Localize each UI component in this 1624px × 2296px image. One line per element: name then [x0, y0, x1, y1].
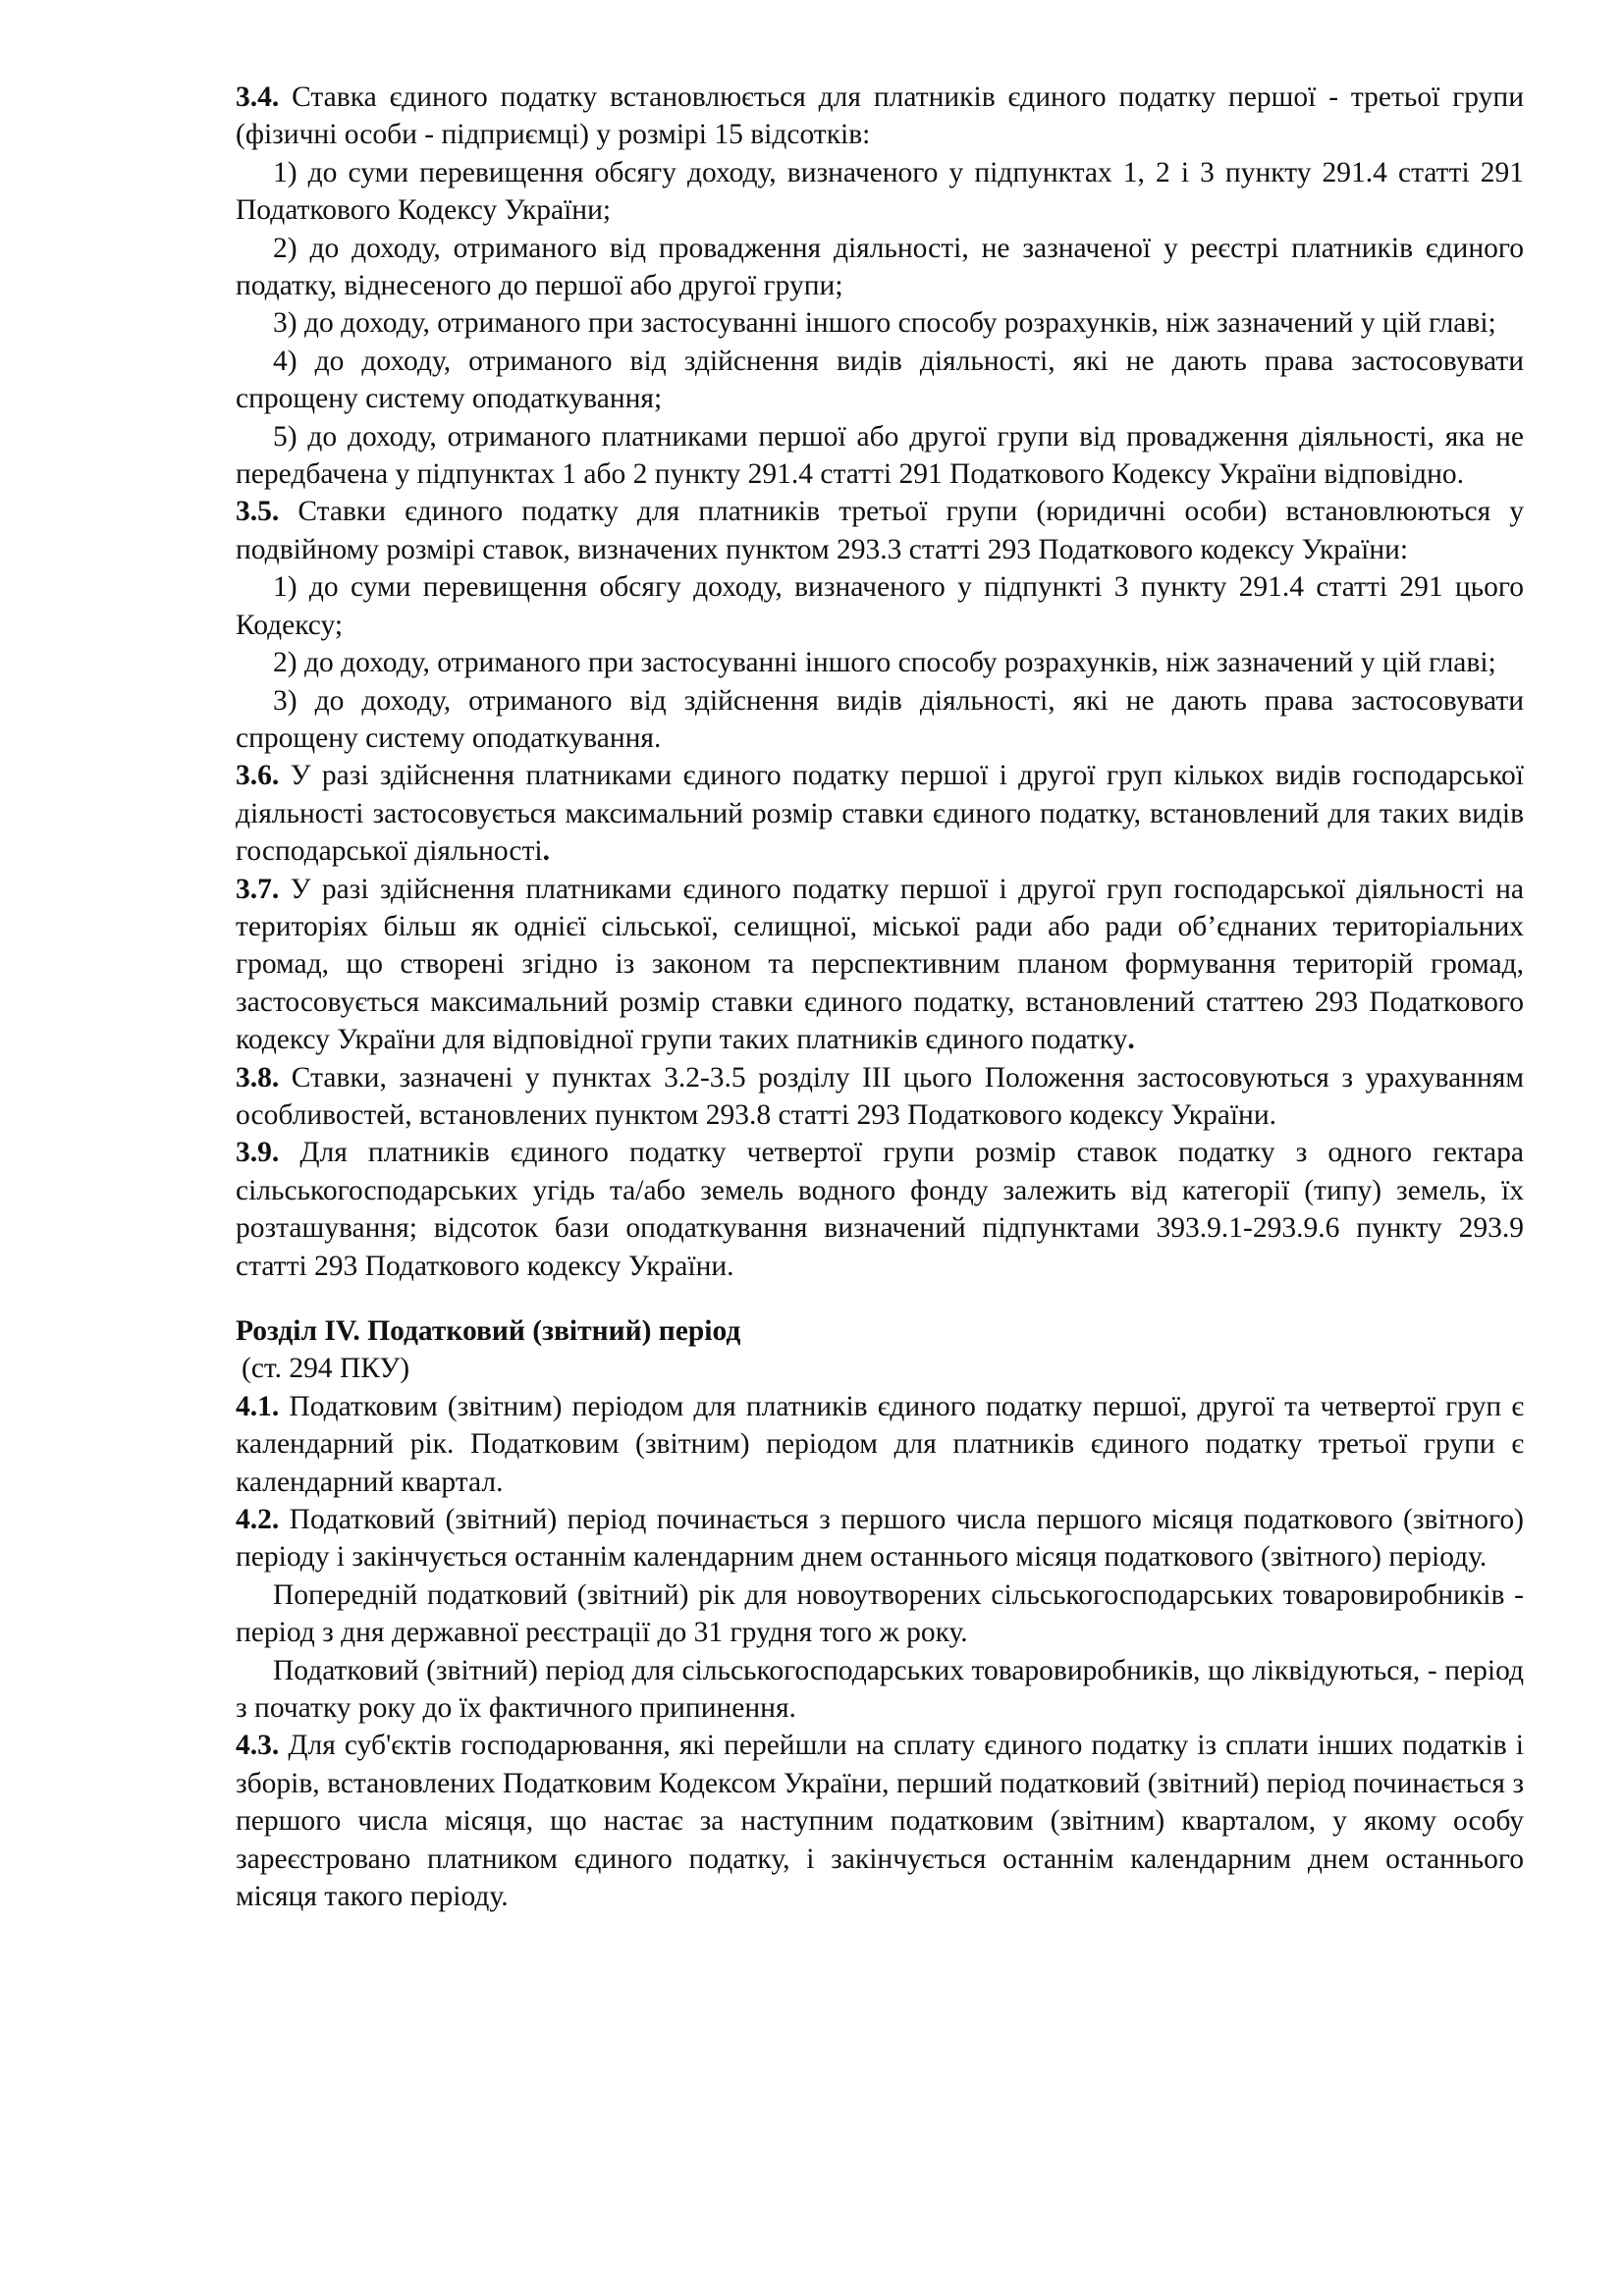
section-spacer — [236, 1285, 1524, 1312]
clause-text: У разі здійснення платниками єдиного податку першої і другої груп господарської діяльності на територіях більш як однієї сільської, селищної, міської ради або ради об’єднаних територіальних громад, що створені згідно із законом та перспективним планом формування територій громад, застосовується максимальний розмір ставки єдиного податку, встановлений статтею 293 Податкового кодексу України для відповідної групи таких платників єдиного податку — [236, 873, 1524, 1056]
clause-number: 3.6. — [236, 760, 280, 792]
clause-text: Ставка єдиного податку встановлюється для платників єдиного податку першої - третьої групи (фізичні особи - підприємці) у розмірі 15 відсотків: — [236, 81, 1524, 151]
list-item: 5) до доходу, отриманого платниками першої або другої групи від провадження діяльності, яка не передбачена у підпунктах 1 або 2 пункту 291.4 статті 291 Податкового Кодексу України відповідно. — [236, 420, 1524, 491]
paragraph-3-5 — [236, 493, 1524, 568]
paragraph-3-9 — [236, 1134, 1524, 1285]
clause-text: Податковий (звітний) період починається з першого числа першого місяця податкового (звітного) періоду і закінчується останнім календарним днем останнього місяця податкового (звітного) періоду. — [236, 1504, 1524, 1574]
paragraph-continuation: Податковий (звітний) період для сільськогосподарських товаровиробників, що ліквідуються, - період з початку року до їх фактичного припинення. — [236, 1654, 1524, 1725]
document-page — [236, 79, 1524, 1916]
list-item: 3) до доходу, отриманого від здійснення видів діяльності, які не дають права застосовувати спрощену систему оподаткування. — [236, 684, 1524, 754]
clause-number: 3.9. — [236, 1137, 280, 1169]
clause-number: 4.3. — [236, 1730, 280, 1762]
section-subheading: (ст. 294 ПКУ) — [242, 1353, 410, 1385]
list-item: 2) до доходу, отриманого при застосуванні іншого способу розрахунків, ніж зазначений у цій главі; — [273, 647, 1496, 679]
paragraph-4-1 — [236, 1388, 1524, 1501]
paragraph-3-7 — [236, 871, 1524, 1059]
paragraph-3-6 — [236, 757, 1524, 870]
paragraph-3-4 — [236, 79, 1524, 154]
clause-number: 3.7. — [236, 873, 280, 905]
paragraph-4-3 — [236, 1727, 1524, 1915]
paragraph-4-2 — [236, 1501, 1524, 1576]
clause-text: У разі здійснення платниками єдиного податку першої і другої груп кількох видів господарської діяльності застосовується максимальний розмір ставки єдиного податку, встановлений для таких видів господарської діяльності — [236, 760, 1524, 868]
clause-number: 3.4. — [236, 81, 280, 113]
list-item: 1) до суми перевищення обсягу доходу, визначеного у підпункті 3 пункту 291.4 статті 291 цього Кодексу; — [236, 571, 1524, 641]
list-item: 3) до доходу, отриманого при застосуванні іншого способу розрахунків, ніж зазначений у цій главі; — [273, 307, 1496, 340]
clause-text: Для платників єдиного податку четвертої групи розмір ставок податку з одного гектара сільськогосподарських угідь та/або земель водного фонду залежить від категорії (типу) земель, їх розташування; відсоток бази оподаткування визначений підпунктами 393.9.1-293.9.6 пункту 293.9 статті 293 Податкового кодексу України. — [236, 1137, 1524, 1282]
paragraph-3-8 — [236, 1059, 1524, 1135]
clause-number: 4.1. — [236, 1390, 280, 1422]
paragraph-continuation: Попередній податковий (звітний) рік для новоутворених сільськогосподарських товаровиробників - період з дня державної реєстрації до 31 грудня того ж року. — [236, 1578, 1524, 1649]
clause-text: Ставки, зазначені у пунктах 3.2-3.5 розділу ІІІ цього Положення застосовуються з урахуванням особливостей, встановлених пунктом 293.8 статті 293 Податкового кодексу України. — [236, 1061, 1524, 1131]
list-item: 4) до доходу, отриманого від здійснення видів діяльності, які не дають права застосовувати спрощену систему оподаткування; — [236, 345, 1524, 415]
section-heading: Розділ IV. Податковий (звітний) період — [236, 1315, 741, 1347]
clause-end-mark: . — [1127, 1024, 1135, 1056]
list-item: 2) до доходу, отриманого від провадження діяльності, не зазначеної у реєстрі платників єдиного податку, віднесеного до першої або другої групи; — [236, 232, 1524, 302]
list-item: 1) до суми перевищення обсягу доходу, визначеного у підпунктах 1, 2 і 3 пункту 291.4 статті 291 Податкового Кодексу України; — [236, 156, 1524, 227]
clause-number: 4.2. — [236, 1504, 280, 1536]
clause-text: Податковим (звітним) періодом для платників єдиного податку першої, другої та четвертої груп є календарний рік. Податковим (звітним) періодом для платників єдиного податку третьої групи є календарний квартал. — [236, 1390, 1524, 1498]
clause-text: Для суб'єктів господарювання, які перейшли на сплату єдиного податку із сплати інших податків і зборів, встановлених Податковим Кодексом України, перший податковий (звітний) період починається з першого числа місяця, що настає за наступним податковим (звітним) кварталом, у якому особу зареєстровано платником єдиного податку, і закінчується останнім календарним днем останнього місяця такого періоду. — [236, 1730, 1524, 1913]
clause-text: Ставки єдиного податку для платників третьої групи (юридичні особи) встановлюються у подвійному розмірі ставок, визначених пунктом 293.3 статті 293 Податкового кодексу України: — [236, 496, 1524, 565]
clause-end-mark: . — [542, 835, 550, 868]
clause-number: 3.5. — [236, 496, 280, 528]
clause-number: 3.8. — [236, 1061, 280, 1094]
